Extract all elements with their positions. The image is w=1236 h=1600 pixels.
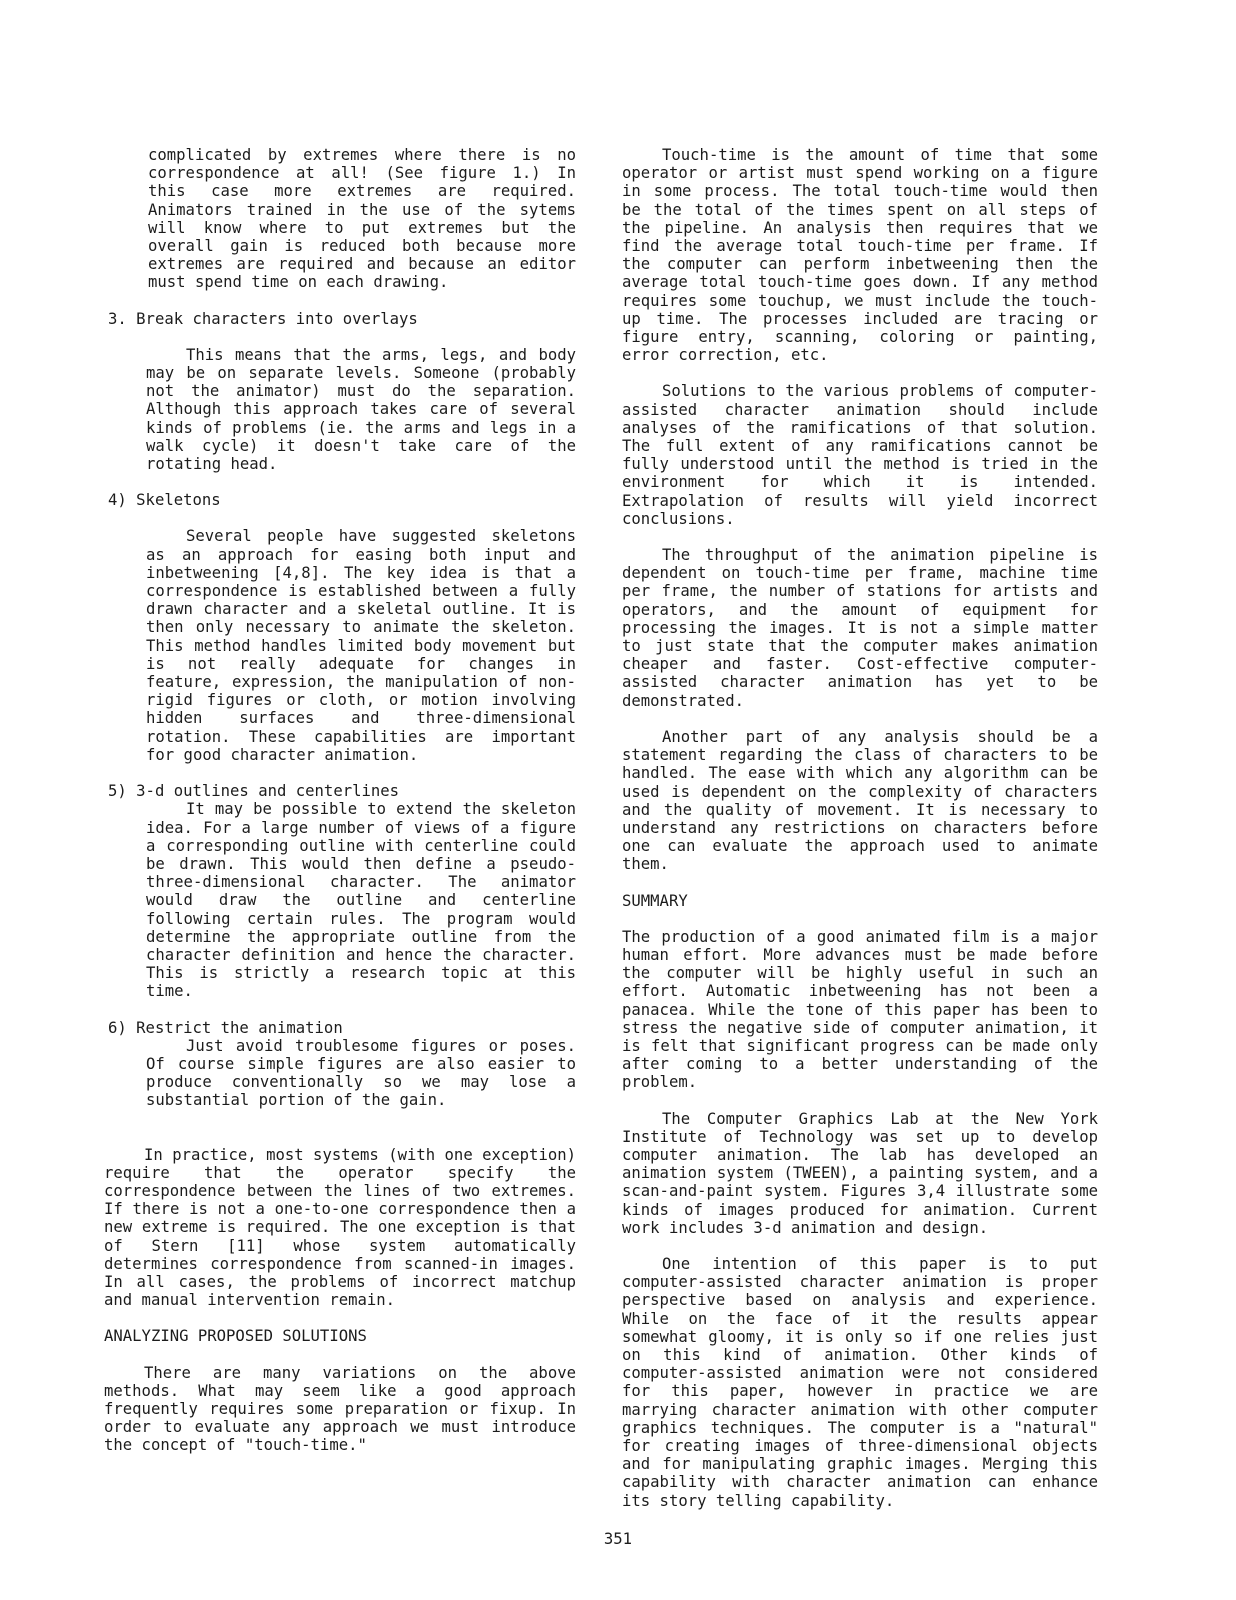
paragraph-restrict: Just avoid troublesome figures or poses. Of course simple figures are also easier to produce conventionally so we may lose a substantial portion of the gain.	[146, 1036, 576, 1110]
paragraph-overlays: This means that the arms, legs, and body may be on separate levels. Someone (probably not the animator) must do the separation. Although this approach takes care of several kinds of problems (ie. the arms and legs in a walk cycle) it doesn't take care of the rotating head.	[146, 345, 576, 474]
paragraph-solutions: Solutions to the various problems of computer-assisted character animation should include analyses of the ramifications of that solution. The full extent of any ramifications cannot be fully understood until the method is tried in the environment for which it is intended. Extrapolation of results will yield incorrect conclusions.	[622, 382, 1098, 528]
paragraph-analysis: Another part of any analysis should be a statement regarding the class of characters to be handled. The ease with which any algorithm can be used is dependent on the complexity of characters and the quality of movement. It is necessary to understand any restrictions on characters before one can evaluate the approach used to animate them.	[622, 727, 1098, 874]
list-item-label-outlines: 5) 3-d outlines and centerlines	[108, 782, 400, 801]
page-number: 351	[603, 1530, 633, 1548]
paragraph-variations: There are many variations on the above methods. What may seem like a good approach frequently requires some preparation or fixup. In order to evaluate any approach we must introduce the concept of "touch-time."	[104, 1363, 576, 1455]
left-column	[104, 146, 576, 1455]
list-item-label-restrict: 6) Restrict the animation	[108, 1018, 343, 1037]
paragraph-throughput: The throughput of the animation pipeline is dependent on touch-time per frame, machine time per frame, the number of stations for artists and operators, and the amount of equipment for processing the images. It is not a simple matter to just state that the computer makes animation cheaper and faster. Cost-effective computer-assisted character animation has yet to be demonstrated.	[622, 546, 1098, 710]
paragraph-production: The production of a good animated film is a major human effort. More advances must be made before the computer will be highly useful in such an effort. Automatic inbetweening has not been a panacea. While the tone of this paper has been to stress the negative side of computer animation, it is felt that significant progress can be made only after coming to a better understanding of the problem.	[622, 927, 1098, 1092]
paragraph-extremes: complicated by extremes where there is no correspondence at all! (See figure 1.) In this case more extremes are required. Animators trained in the use of the sytems will know where to put extremes but the overall gain is reduced both because more extremes are required and because an editor must spend time on each drawing.	[148, 146, 576, 292]
paragraph-intention: One intention of this paper is to put computer-assisted character animation is proper perspective based on analysis and experience. While on the face of it the results appear somewhat gloomy, it is only so if one relies just on this kind of animation. Other kinds of computer-assisted animation were not considered for this paper, however in practice we are marrying character animation with other computer graphics techniques. The computer is a "natural" for creating images of three-dimensional objects and for manipulating graphic images. Merging this capability with character animation can enhance its story telling capability.	[622, 1254, 1098, 1510]
paragraph-skeletons: Several people have suggested skeletons as an approach for easing both input and inbetweening [4,8]. The key idea is that a correspondence is established between a fully drawn character and a skeletal outline. It is then only necessary to animate the skeleton. This method handles limited body movement but is not really adequate for changes in feature, expression, the manipulation of non-rigid figures or cloth, or motion involving hidden surfaces and three-dimensional rotation. These capabilities are important for good character animation.	[146, 527, 576, 764]
section-heading-analyzing: ANALYZING PROPOSED SOLUTIONS	[104, 1327, 367, 1346]
paragraph-lab: The Computer Graphics Lab at the New York Institute of Technology was set up to develop computer animation. The lab has developed an animation system (TWEEN), a painting system, and a scan-and-paint system. Figures 3,4 illustrate some kinds of images produced for animation. Current work includes 3-d animation and design.	[622, 1109, 1098, 1237]
paragraph-touch-time: Touch-time is the amount of time that some operator or artist must spend working on a figure in some process. The total touch-time would then be the total of the times spent on all steps of the pipeline. An analysis then requires that we find the average total touch-time per frame. If the computer can perform inbetweening then the average total touch-time goes down. If any method requires some touchup, we must include the touch-up time. The processes included are tracing or figure entry, scanning, coloring or painting, error correction, etc.	[622, 146, 1098, 365]
list-item-label-skeletons: 4) Skeletons	[108, 491, 221, 510]
paragraph-practice: In practice, most systems (with one exception) require that the operator specify the correspondence between the lines of two extremes. If there is not a one-to-one correspondence then a new extreme is required. The one exception is that of Stern [11] whose system automatically determines correspondence from scanned-in images. In all cases, the problems of incorrect matchup and manual intervention remain.	[104, 1145, 576, 1310]
section-heading-summary: SUMMARY	[622, 891, 688, 910]
right-column	[622, 146, 1098, 1510]
list-item-label-overlays: 3. Break characters into overlays	[108, 309, 418, 328]
paragraph-outlines: It may be possible to extend the skeleton idea. For a large number of views of a figure a corresponding outline with centerline could be drawn. This would then define a pseudo-three-dimensional character. The animator would draw the outline and centerline following certain rules. The program would determine the appropriate outline from the character definition and hence the character. This is strictly a research topic at this time.	[146, 800, 576, 1001]
